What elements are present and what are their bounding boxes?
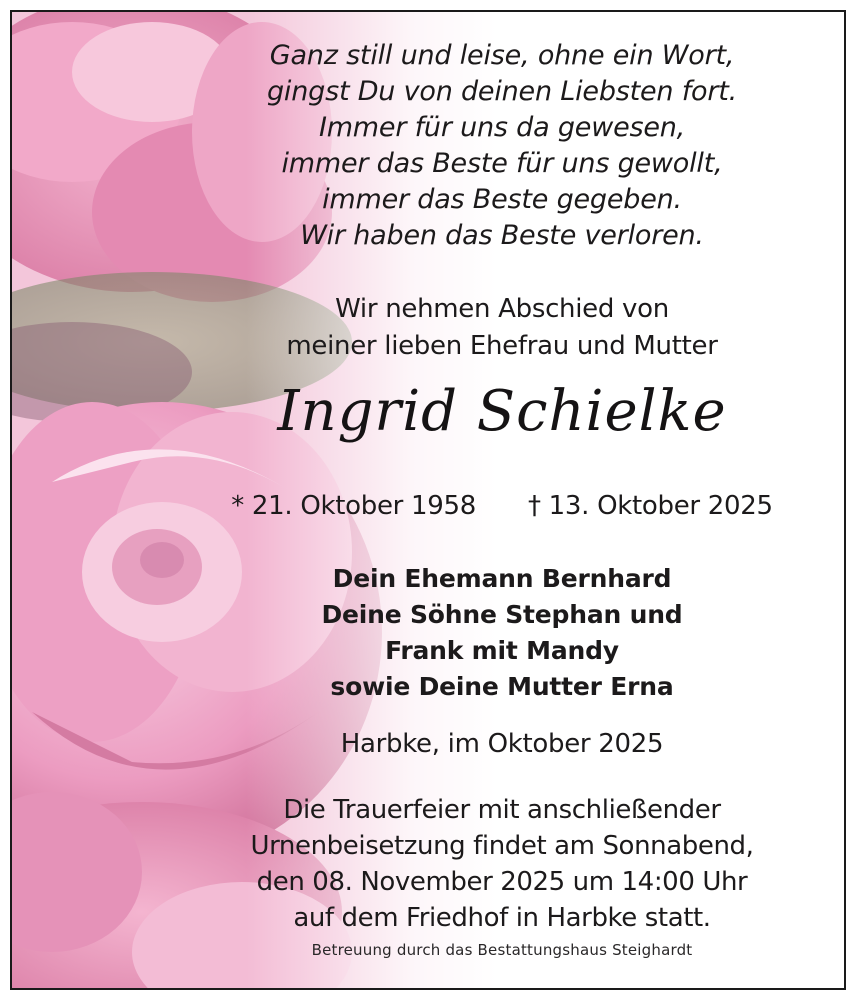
death-date: † 13. Oktober 2025 [528, 491, 773, 521]
obituary-notice [10, 10, 846, 990]
deceased-name: Ingrid Schielke [277, 379, 727, 444]
mourner-line: Dein Ehemann Bernhard [332, 564, 672, 593]
funeral-line: den 08. November 2025 um 14:00 Uhr [256, 867, 748, 897]
funeral-line: Urnenbeisetzung findet am Sonnabend, [250, 831, 754, 861]
birth-date: * 21. Oktober 1958 [231, 491, 476, 521]
mourner-line: Frank mit Mandy [385, 636, 619, 665]
place-and-date: Harbke, im Oktober 2025 [340, 729, 664, 759]
farewell-line: Wir nehmen Abschied von [335, 294, 669, 324]
poem-line: Wir haben das Beste verloren. [300, 220, 704, 251]
funeral-details [162, 792, 842, 936]
farewell-text [162, 291, 842, 365]
memorial-poem [162, 38, 842, 254]
notice-text [162, 12, 842, 988]
mourner-line: sowie Deine Mutter Erna [330, 672, 674, 701]
poem-line: immer das Beste für uns gewollt, [281, 148, 723, 179]
mourner-line: Deine Söhne Stephan und [321, 600, 683, 629]
poem-line: gingst Du von deinen Liebsten fort. [266, 76, 738, 107]
poem-line: immer das Beste gegeben. [322, 184, 682, 215]
funeral-line: auf dem Friedhof in Harbke statt. [293, 903, 711, 933]
undertaker-credit: Betreuung durch das Bestattungshaus Steighardt [311, 941, 693, 959]
farewell-line: meiner lieben Ehefrau und Mutter [286, 331, 718, 361]
funeral-line: Die Trauerfeier mit anschließender [283, 795, 721, 825]
poem-line: Immer für uns da gewesen, [318, 112, 686, 143]
mourners-list [162, 561, 842, 705]
poem-line: Ganz still und leise, ohne ein Wort, [269, 40, 735, 71]
life-dates [162, 488, 842, 524]
